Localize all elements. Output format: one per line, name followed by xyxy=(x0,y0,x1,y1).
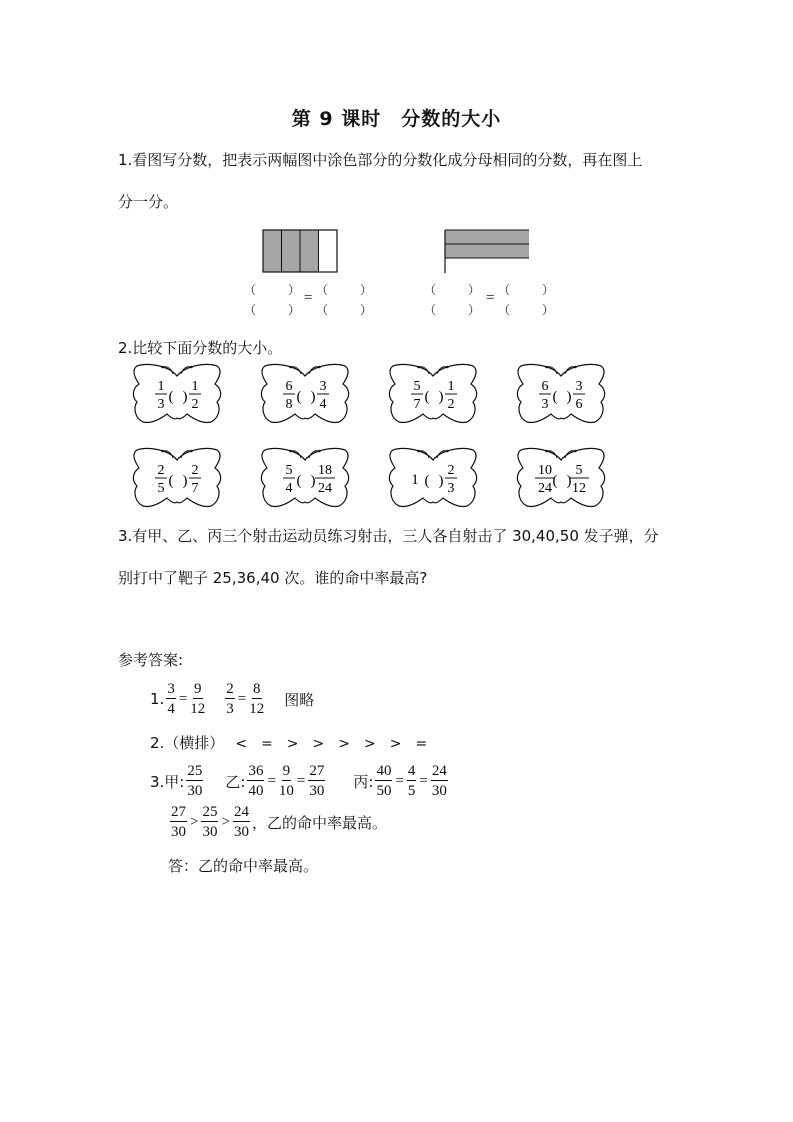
fraction: $\frac{24}{30}$ xyxy=(431,763,447,799)
answer-blank-open: ( xyxy=(296,473,302,489)
fraction-left-numerator: 5 xyxy=(285,463,293,478)
fraction-left-numerator: 5 xyxy=(413,379,421,394)
blank-paren-close: ） xyxy=(542,303,555,317)
blank-paren-close: ） xyxy=(468,283,481,297)
answer-blank-close: ) xyxy=(438,389,444,405)
answer-1: 1. $\frac{3}{4}$ = $\frac{9}{12}$ $\frac{2}{3}$ = $\frac{8}{12}$ 图略 xyxy=(150,681,315,717)
fraction: $\frac{9}{10}$ xyxy=(278,763,294,799)
answer-blank-open: ( xyxy=(168,473,174,489)
fraction: $\frac{4}{5}$ xyxy=(407,763,416,799)
fraction: $\frac{27}{30}$ xyxy=(309,763,325,799)
question-1-text-continued: 分一分。 xyxy=(118,193,179,211)
fraction-left-numerator: 6 xyxy=(285,379,293,394)
blank-paren-open: （ xyxy=(244,283,257,297)
blank-paren-open: （ xyxy=(498,303,511,317)
fraction-left-denominator: 5 xyxy=(157,481,165,496)
fraction: $\frac{25}{30}$ xyxy=(187,763,203,799)
question-2-text: 2.比较下面分数的大小。 xyxy=(118,339,283,357)
comparison-symbol: > xyxy=(338,735,350,752)
fraction-right-denominator: 6 xyxy=(575,397,583,412)
answer-blank-open: ( xyxy=(552,473,558,489)
shaded-strip xyxy=(300,230,319,272)
blank-paren-close: ） xyxy=(288,283,301,297)
butterfly-comparison-8 xyxy=(517,448,604,506)
fraction-right-denominator: 2 xyxy=(447,397,455,412)
butterfly-comparison-6 xyxy=(261,448,348,506)
fraction-right-denominator: 3 xyxy=(447,481,455,496)
figure-horizontal-strips xyxy=(443,229,531,274)
equals-sign: = xyxy=(486,290,495,306)
answer-blank-close: ) xyxy=(182,473,188,489)
fraction: $\frac{9}{12}$ xyxy=(190,681,206,717)
answer-blank-close: ) xyxy=(566,473,572,489)
answer-1-note: 图略 xyxy=(284,690,315,709)
fraction-right-denominator: 24 xyxy=(318,481,332,496)
butterfly-comparison-2 xyxy=(261,364,348,422)
comparison-symbol: > xyxy=(389,735,402,752)
answer-3: 3.甲: $\frac{25}{30}$ 乙: $\frac{36}{40}$ = $\frac{9}{10}$ = $\frac{27}{30}$ 丙: $\frac{40}{50}$ = $\frac{4}{5}$ = $\frac{24}{30}$ xyxy=(150,763,447,799)
butterfly-comparisons xyxy=(129,362,669,512)
blank-paren-close: ） xyxy=(468,303,481,317)
fraction: $\frac{3}{4}$ xyxy=(167,681,175,717)
butterfly-comparison-7 xyxy=(389,448,476,506)
fraction-right-numerator: 1 xyxy=(447,379,455,394)
blank-paren-open: （ xyxy=(424,283,437,297)
fraction-left-numerator: 6 xyxy=(541,379,549,394)
answer-blank-open: ( xyxy=(552,389,558,405)
answer-blank-close: ) xyxy=(182,389,188,405)
fraction-left-numerator: 2 xyxy=(157,463,165,478)
fraction-left-denominator: 4 xyxy=(285,481,293,496)
fraction-left-denominator: 3 xyxy=(157,397,165,412)
fraction-right-numerator: 2 xyxy=(447,463,455,478)
fraction: $\frac{8}{12}$ xyxy=(249,681,265,717)
answer-blank-open: ( xyxy=(296,389,302,405)
blank-paren-open: （ xyxy=(498,283,511,297)
comparison-symbol: = xyxy=(261,735,273,752)
blank-paren-close: ） xyxy=(360,283,373,297)
fraction: $\frac{2}{3}$ xyxy=(226,681,234,717)
fraction: $\frac{36}{40}$ xyxy=(248,763,264,799)
fraction-right-numerator: 1 xyxy=(191,379,199,394)
answer-2-symbols xyxy=(228,734,434,752)
fraction-left-whole: 1 xyxy=(411,472,419,488)
fraction-left-denominator: 7 xyxy=(413,397,421,412)
butterfly-comparison-3 xyxy=(389,364,476,422)
fraction-right-denominator: 12 xyxy=(572,481,586,496)
answer-2 xyxy=(150,732,434,753)
figure-vertical-strips xyxy=(262,229,340,274)
fraction-right-numerator: 18 xyxy=(318,463,332,478)
fraction: $\frac{27}{30}$ xyxy=(171,804,186,840)
fraction-left-denominator: 8 xyxy=(285,397,293,412)
fraction-right-numerator: 3 xyxy=(319,379,327,394)
fraction: $\frac{25}{30}$ xyxy=(202,804,218,840)
blank-paren-close: ） xyxy=(288,303,301,317)
answer-3-conclusion: ，乙的命中率最高。 xyxy=(251,813,387,832)
blank-paren-open: （ xyxy=(316,283,329,297)
comparison-symbol: > xyxy=(363,735,376,752)
fraction: $\frac{24}{30}$ xyxy=(233,804,249,840)
shaded-strip xyxy=(263,230,282,272)
answer-blank-open: ( xyxy=(424,389,430,405)
fraction-left-denominator: 3 xyxy=(541,397,549,412)
fraction-right-denominator: 2 xyxy=(191,397,199,412)
equals-sign: = xyxy=(304,290,313,306)
question-3-text: 3.有甲、乙、丙三个射击运动员练习射击，三人各自射击了 30,40,50 发子弹，分 xyxy=(118,527,659,545)
answer-blank-open: ( xyxy=(168,389,174,405)
comparison-symbol: = xyxy=(415,735,428,752)
blank-paren-open: （ xyxy=(244,303,257,317)
butterfly-comparison-1 xyxy=(133,364,220,422)
fraction-right-numerator: 3 xyxy=(575,379,583,394)
comparison-symbol: < xyxy=(235,735,248,752)
answer-3-final: 答：乙的命中率最高。 xyxy=(168,857,319,875)
comparison-symbol: > xyxy=(286,735,299,752)
answer-1-prefix: 1. xyxy=(150,690,165,708)
answer-3-jia-label: 3.甲: xyxy=(150,772,185,791)
answer-blank-open: ( xyxy=(424,473,430,489)
fraction-right-denominator: 7 xyxy=(191,481,199,496)
question-1-text: 1.看图写分数，把表示两幅图中涂色部分的分数化成分母相同的分数，再在图上 xyxy=(118,151,643,169)
page-title: 第 9 课时 分数的大小 xyxy=(291,108,502,130)
butterfly-comparison-4 xyxy=(517,364,604,422)
blank-paren-open: （ xyxy=(424,303,437,317)
answer-blank-close: ) xyxy=(438,473,444,489)
fraction: $\frac{40}{50}$ xyxy=(376,763,392,799)
answer-blank-close: ) xyxy=(310,473,316,489)
blank-paren-close: ） xyxy=(542,283,555,297)
fraction-right-numerator: 5 xyxy=(575,463,583,478)
fraction-left-denominator: 24 xyxy=(538,481,552,496)
answer-2-prefix: 2.（横排） xyxy=(150,734,225,752)
shaded-strip xyxy=(282,230,301,272)
answer-3-yi-label: 乙: xyxy=(225,772,246,791)
answer-3-comparison: $\frac{27}{30}$ > $\frac{25}{30}$ > $\frac{24}{30}$ ，乙的命中率最高。 xyxy=(171,804,387,840)
fraction-right-denominator: 4 xyxy=(319,397,327,412)
question-3-text-continued: 别打中了靶子 25,36,40 次。谁的命中率最高? xyxy=(118,569,428,587)
comparison-symbol: > xyxy=(312,735,325,752)
blank-paren-open: （ xyxy=(316,303,329,317)
answer-blank-close: ) xyxy=(310,389,316,405)
fraction-right-numerator: 2 xyxy=(191,463,199,478)
blank-paren-close: ） xyxy=(360,303,373,317)
butterfly-comparison-5 xyxy=(133,448,220,506)
fraction-left-numerator: 1 xyxy=(157,379,165,394)
answer-blank-close: ) xyxy=(566,389,572,405)
answers-heading: 参考答案: xyxy=(118,651,184,669)
answer-3-bing-label: 丙: xyxy=(353,772,374,791)
fraction-left-numerator: 10 xyxy=(538,463,552,478)
